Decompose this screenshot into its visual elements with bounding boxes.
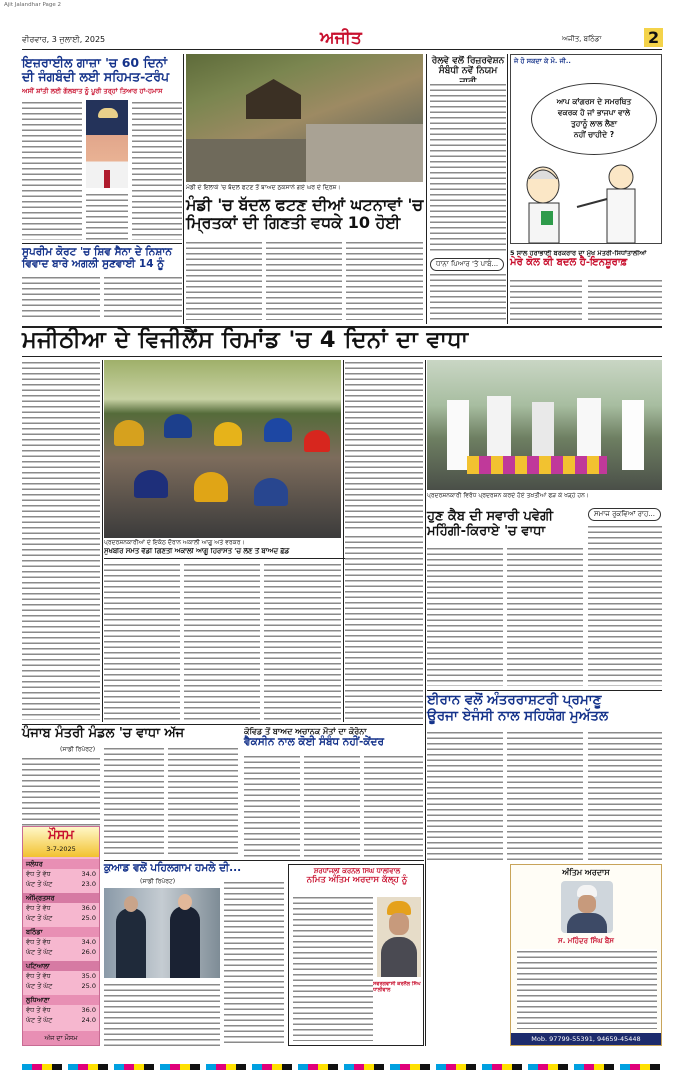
headline-vaccine — [244, 727, 424, 748]
text-samaj — [588, 524, 662, 686]
bubble-line3: ਤੁਹਾਨੂੰ ਲਾਲ ਲੈਣਾ — [570, 119, 618, 128]
weather-footer: ਅੱਜ ਦਾ ਮੌਸਮ — [23, 1031, 99, 1045]
headline-court-line2: ਵਿਵਾਦ ਬਾਰੇ ਅਗਲੀ ਸੁਣਵਾਈ 14 ਨੂੰ — [22, 258, 165, 271]
text-akali-3 — [264, 562, 341, 720]
protest-caption: ਪ੍ਰਦਰਸ਼ਨਕਾਰੀਆਂ ਦੇ ਇਕੱਠ ਦੌਰਾਨ ਅਕਾਲੀ ਆਗੂ ਅਤੇ ਵਰਕਰ। — [104, 539, 245, 546]
text-quad-1 — [104, 982, 220, 1046]
headline-iran-line2: ਊਰਜਾ ਏਜੰਸੀ ਨਾਲ ਸਹਿਯੋਗ ਮੁਅੱਤਲ — [427, 707, 609, 724]
top-strip: Ajit Jalandhar Page 2 — [4, 2, 62, 8]
text-bill-1 — [510, 278, 582, 324]
text-cabinet-2 — [104, 746, 164, 856]
headline-cab — [427, 510, 582, 540]
issue-date: ਵੀਰਵਾਰ, 3 ਜੁਲਾਈ, 2025 — [22, 35, 106, 44]
mandi-flood-photo — [186, 54, 423, 182]
weather-min-label: ਘੱਟ ਤੋਂ ਘੱਟ — [26, 914, 53, 922]
weather-city — [23, 995, 99, 1027]
headline-rail-line1: ਰੇਲਵੇ ਵਲੋਂ ਰਿਜ਼ਰਵੇਸ਼ਨ — [431, 56, 505, 66]
weather-max-label: ਵੱਧ ਤੋਂ ਵੱਧ — [26, 938, 51, 946]
headline-rail-line2: ਸੰਬੰਧੀ ਨਵੇਂ ਨਿਯਮ — [438, 66, 498, 77]
text-iran-2 — [507, 730, 583, 860]
memorial-ad-title1: ਸ਼ਰਧਾਂਜਲੀ ਕਰਨੈਲ ਸਿੰਘ ਧਾਲੀਵਾਲ — [313, 868, 401, 875]
headline-israel-line1: ਇਜ਼ਰਾਈਲ ਗਾਜ਼ਾ 'ਚ 60 ਦਿਨਾਂ — [22, 55, 168, 70]
trump-photo — [86, 100, 128, 188]
ardas-ad — [510, 864, 662, 1046]
weather-title: ਮੌਸਮ — [48, 828, 74, 843]
headline-quad: ਕੁਆਡ ਵਲੋਂ ਪਹਿਲਗਾਮ ਹਮਲੇ ਦੀ... — [104, 862, 242, 874]
weather-city — [23, 961, 99, 993]
bubble-line2: ਵਕਰਕ ਹੋ ਜਾਂ ਭਾਜਪਾ ਵਾਲੇ — [557, 108, 631, 117]
weather-min-value: 26.0 — [81, 948, 96, 956]
weather-max-label: ਵੱਧ ਤੋਂ ਵੱਧ — [26, 972, 51, 980]
tag-samaj: ਸਮਾਜ ਰੁਕਵਿਆਂ ਰਾਹ... — [588, 508, 661, 521]
text-vaccine-1 — [244, 754, 300, 858]
text-vaccine-2 — [304, 754, 360, 858]
weather-date: 3-7-2025 — [46, 845, 76, 853]
text-main-3 — [345, 534, 423, 720]
text-israel-2 — [132, 100, 182, 240]
text-mandi-3 — [346, 240, 423, 320]
text-vaccine-3 — [364, 754, 423, 858]
headline-vaccine-line1: ਕੋਵਿਡ ਤੋਂ ਬਾਅਦ ਅਚਾਨਕ ਮੌਤਾਂ ਦਾ ਕੋਰੋਨਾ — [244, 727, 367, 736]
weather-city — [23, 927, 99, 959]
headline-cab-line2: ਮਹਿੰਗੀ-ਕਿਰਾਏ 'ਚ ਵਾਧਾ — [427, 523, 546, 539]
edition-city: ਅਜੀਤ, ਬਠਿੰਡਾ — [562, 35, 602, 43]
memorial-photo-label: ਸਵਰਗਵਾਸੀ ਕਰਨੈਲ ਸਿੰਘ ਧਾਲੀਵਾਲ — [373, 981, 421, 993]
mandi-caption: ਮੰਡੀ ਦੇ ਇਲਾਕੇ 'ਚ ਬੱਦਲ ਫਟਣ ਤੋਂ ਬਾਅਦ ਨੁਕਸਾਨੇ ਗਏ ਘਰ ਦੇ ਦ੍ਰਿਸ਼। — [186, 184, 341, 191]
headline-main: ਮਜੀਠੀਆ ਦੇ ਵਿਜੀਲੈਂਸ ਰਿਮਾਂਡ 'ਚ 4 ਦਿਨਾਂ ਦਾ ਵਾਧਾ — [22, 327, 469, 353]
weather-min-value: 24.0 — [81, 1016, 96, 1024]
text-rail — [430, 82, 506, 254]
text-israel-1 — [22, 100, 82, 240]
headline-cabinet: ਪੰਜਾਬ ਮੰਤਰੀ ਮੰਡਲ 'ਚ ਵਾਧਾ ਅੱਜ — [22, 726, 185, 741]
headline-bill-line2: ਮੇਰੇ ਕੋਲ ਕੀ ਬਦਲ ਹੈ-ਇਨਸ਼ੂਰਾਫ਼ — [510, 257, 628, 269]
ardas-portrait — [561, 881, 613, 933]
bubble-line1: ਆਪ ਕਾਂਗਰਸ ਦੇ ਸਮਰਥਿਤ — [556, 97, 632, 106]
weather-min-value: 25.0 — [81, 982, 96, 990]
cartoon-header: ਜੇ ਹੋ ਸਕਦਾ ਕੇ ਮੋ. ਜੀ.. — [514, 57, 571, 65]
ardas-title: ਅੰਤਿਮ ਅਰਦਾਸ — [562, 868, 610, 877]
text-quad-2 — [224, 880, 284, 1046]
headline-bill-line1: 5 ਸਾਲ ਹਰਾਭਾਈ ਬਰਕਰਾਰ ਦਾ ਮੁੱਖ ਮੰਤਰੀ-ਸਿਧਾਂਤਾਲੀਆਂ — [510, 250, 647, 257]
ardas-phone: Mob. 97799-55391, 94659-45448 — [511, 1033, 661, 1045]
weather-city-name: ਬਠਿੰਡਾ — [23, 927, 99, 937]
weather-max-value: 36.0 — [81, 904, 96, 912]
cartoon-bubble — [531, 83, 657, 155]
print-color-bar — [22, 1064, 662, 1070]
dateline-cabinet: (ਸਾਡੀ ਰਿਪੋਰਟ) — [60, 746, 96, 753]
weather-min-value: 23.0 — [81, 880, 96, 888]
text-court-2 — [104, 275, 182, 319]
text-main-2 — [345, 360, 423, 530]
subhead-israel: ਅਸੀਂ ਸ਼ਾਂਤੀ ਲਈ ਗੱਲਬਾਤ ਨੂੰ ਪੂਰੀ ਤਰ੍ਹਾਂ ਤਿਆਰ ਹਾਂ-ਹਮਾਸ — [22, 87, 163, 95]
text-cabinet-1 — [22, 756, 100, 826]
weather-city-name: ਅੰਮ੍ਰਿਤਸਰ — [23, 893, 99, 903]
protest-photo — [104, 360, 341, 538]
weather-max-value: 34.0 — [81, 870, 96, 878]
ardas-name: ਸ. ਮਹਿੰਦਰ ਸਿੰਘ ਬੈਂਸ — [558, 937, 614, 945]
text-court-1 — [22, 275, 100, 319]
weather-max-label: ਵੱਧ ਤੋਂ ਵੱਧ — [26, 904, 51, 912]
text-akali-2 — [184, 562, 260, 720]
bubble-line4: ਨਹੀਂ ਚਾਹੀਦੇ ? — [573, 130, 615, 139]
memorial-ad-title2: ਨਮਿਤ ਅੰਤਿਮ ਅਰਦਾਸ ਕੱਲ੍ਹ ਨੂੰ — [306, 874, 408, 885]
weather-min-label: ਘੱਟ ਤੋਂ ਘੱਟ — [26, 948, 53, 956]
masthead-logo: ਅਜੀਤ — [320, 28, 362, 48]
text-cab-1 — [427, 546, 503, 686]
weather-max-value: 36.0 — [81, 1006, 96, 1014]
text-cabinet-3 — [168, 746, 238, 856]
headline-court — [22, 246, 182, 270]
weather-min-value: 25.0 — [81, 914, 96, 922]
headline-cab-line1: ਹੁਣ ਕੈਬ ਦੀ ਸਵਾਰੀ ਪਵੇਗੀ — [427, 509, 554, 524]
headline-mandi-line1: ਮੰਡੀ 'ਚ ਬੱਦਲ ਫਟਣ ਦੀਆਂ ਘਟਨਾਵਾਂ 'ਚ — [186, 195, 424, 214]
text-iran-1 — [427, 730, 503, 860]
headline-mandi-line2: ਮ੍ਰਿਤਕਾਂ ਦੀ ਗਿਣਤੀ ਵਧਕੇ 10 ਹੋਈ — [186, 213, 401, 233]
text-main-1 — [22, 360, 100, 720]
headline-israel — [22, 56, 182, 85]
weather-max-label: ਵੱਧ ਤੋਂ ਵੱਧ — [26, 1006, 51, 1014]
masthead — [22, 28, 662, 50]
weather-max-value: 35.0 — [81, 972, 96, 980]
weather-city-name: ਲੁਧਿਆਣਾ — [23, 995, 99, 1005]
weather-box — [22, 826, 100, 1046]
headline-iran — [427, 693, 662, 724]
weather-min-label: ਘੱਟ ਤੋਂ ਘੱਟ — [26, 982, 53, 990]
headline-court-line1: ਸੁਪਰੀਮ ਕੋਰਟ 'ਚ ਸ਼ਿਵ ਸੈਨਾ ਦੇ ਨਿਸ਼ਾਨ — [22, 246, 172, 258]
subhead-akali: ਸੁਖਬੀਰ ਸਮੇਤ ਵੱਡੀ ਗਿਣਤੀ ਅਕਾਲੀ ਆਗੂ ਹਿਰਾਸਤ 'ਚ ਲੈਣ ਤੋਂ ਬਾਅਦ ਛੱਡੇ — [104, 548, 290, 555]
memorial-ad — [288, 864, 424, 1046]
cartoon — [510, 54, 662, 244]
headline-bill — [510, 250, 662, 269]
headline-vaccine-line2: ਵੈਕਸੀਨ ਨਾਲ ਕੋਈ ਸੰਬੰਧ ਨਹੀਂ-ਕੇਂਦਰ — [244, 736, 384, 749]
placard-protest-photo — [427, 360, 662, 490]
text-cab-2 — [507, 546, 583, 686]
weather-min-label: ਘੱਟ ਤੋਂ ਘੱਟ — [26, 1016, 53, 1024]
weather-city-name: ਪਟਿਆਲਾ — [23, 961, 99, 971]
text-bill-2 — [588, 278, 662, 324]
memorial-ad-title — [293, 868, 421, 886]
weather-max-label: ਵੱਧ ਤੋਂ ਵੱਧ — [26, 870, 51, 878]
weather-city — [23, 893, 99, 925]
text-dhaka — [430, 272, 506, 322]
tag-dhaka: ਧਾਨਾ ਪਿਆਰ 'ਤੇ ਪਾਬੰ... — [430, 258, 504, 271]
memorial-ad-text — [293, 895, 373, 1041]
weather-max-value: 34.0 — [81, 938, 96, 946]
weather-min-label: ਘੱਟ ਤੋਂ ਘੱਟ — [26, 880, 53, 888]
ardas-text — [517, 949, 657, 1029]
cartoon-figures — [511, 155, 661, 243]
text-iran-3 — [588, 730, 662, 860]
page-number: 2 — [644, 28, 663, 47]
headline-israel-line2: ਦੀ ਜੰਗਬੰਦੀ ਲਈ ਸਹਿਮਤ-ਟਰੰਪ — [22, 69, 170, 85]
text-mandi-2 — [266, 240, 342, 320]
dateline-quad: (ਸਾਡੀ ਰਿਪੋਰਟ) — [140, 878, 176, 885]
quad-photo — [104, 888, 220, 978]
weather-header — [23, 827, 99, 857]
weather-city-name: ਜਲੰਧਰ — [23, 859, 99, 869]
text-israel-3 — [86, 192, 128, 240]
memorial-portrait — [377, 897, 421, 977]
headline-iran-line1: ਈਰਾਨ ਵਲੋਂ ਅੰਤਰਰਾਸ਼ਟਰੀ ਪ੍ਰਮਾਣੂ — [427, 692, 602, 708]
weather-city — [23, 859, 99, 891]
headline-mandi — [186, 196, 423, 233]
text-akali-1 — [104, 562, 180, 720]
text-mandi-1 — [186, 240, 262, 320]
placard-caption: ਪ੍ਰਦਰਸ਼ਨਕਾਰੀ ਵਿਰੋਧ ਪ੍ਰਦਰਸ਼ਨ ਕਰਦੇ ਹੋਏ ਤਖ਼ਤੀਆਂ ਫੜ ਕੇ ਖੜ੍ਹੇ ਹਨ। — [427, 492, 589, 499]
